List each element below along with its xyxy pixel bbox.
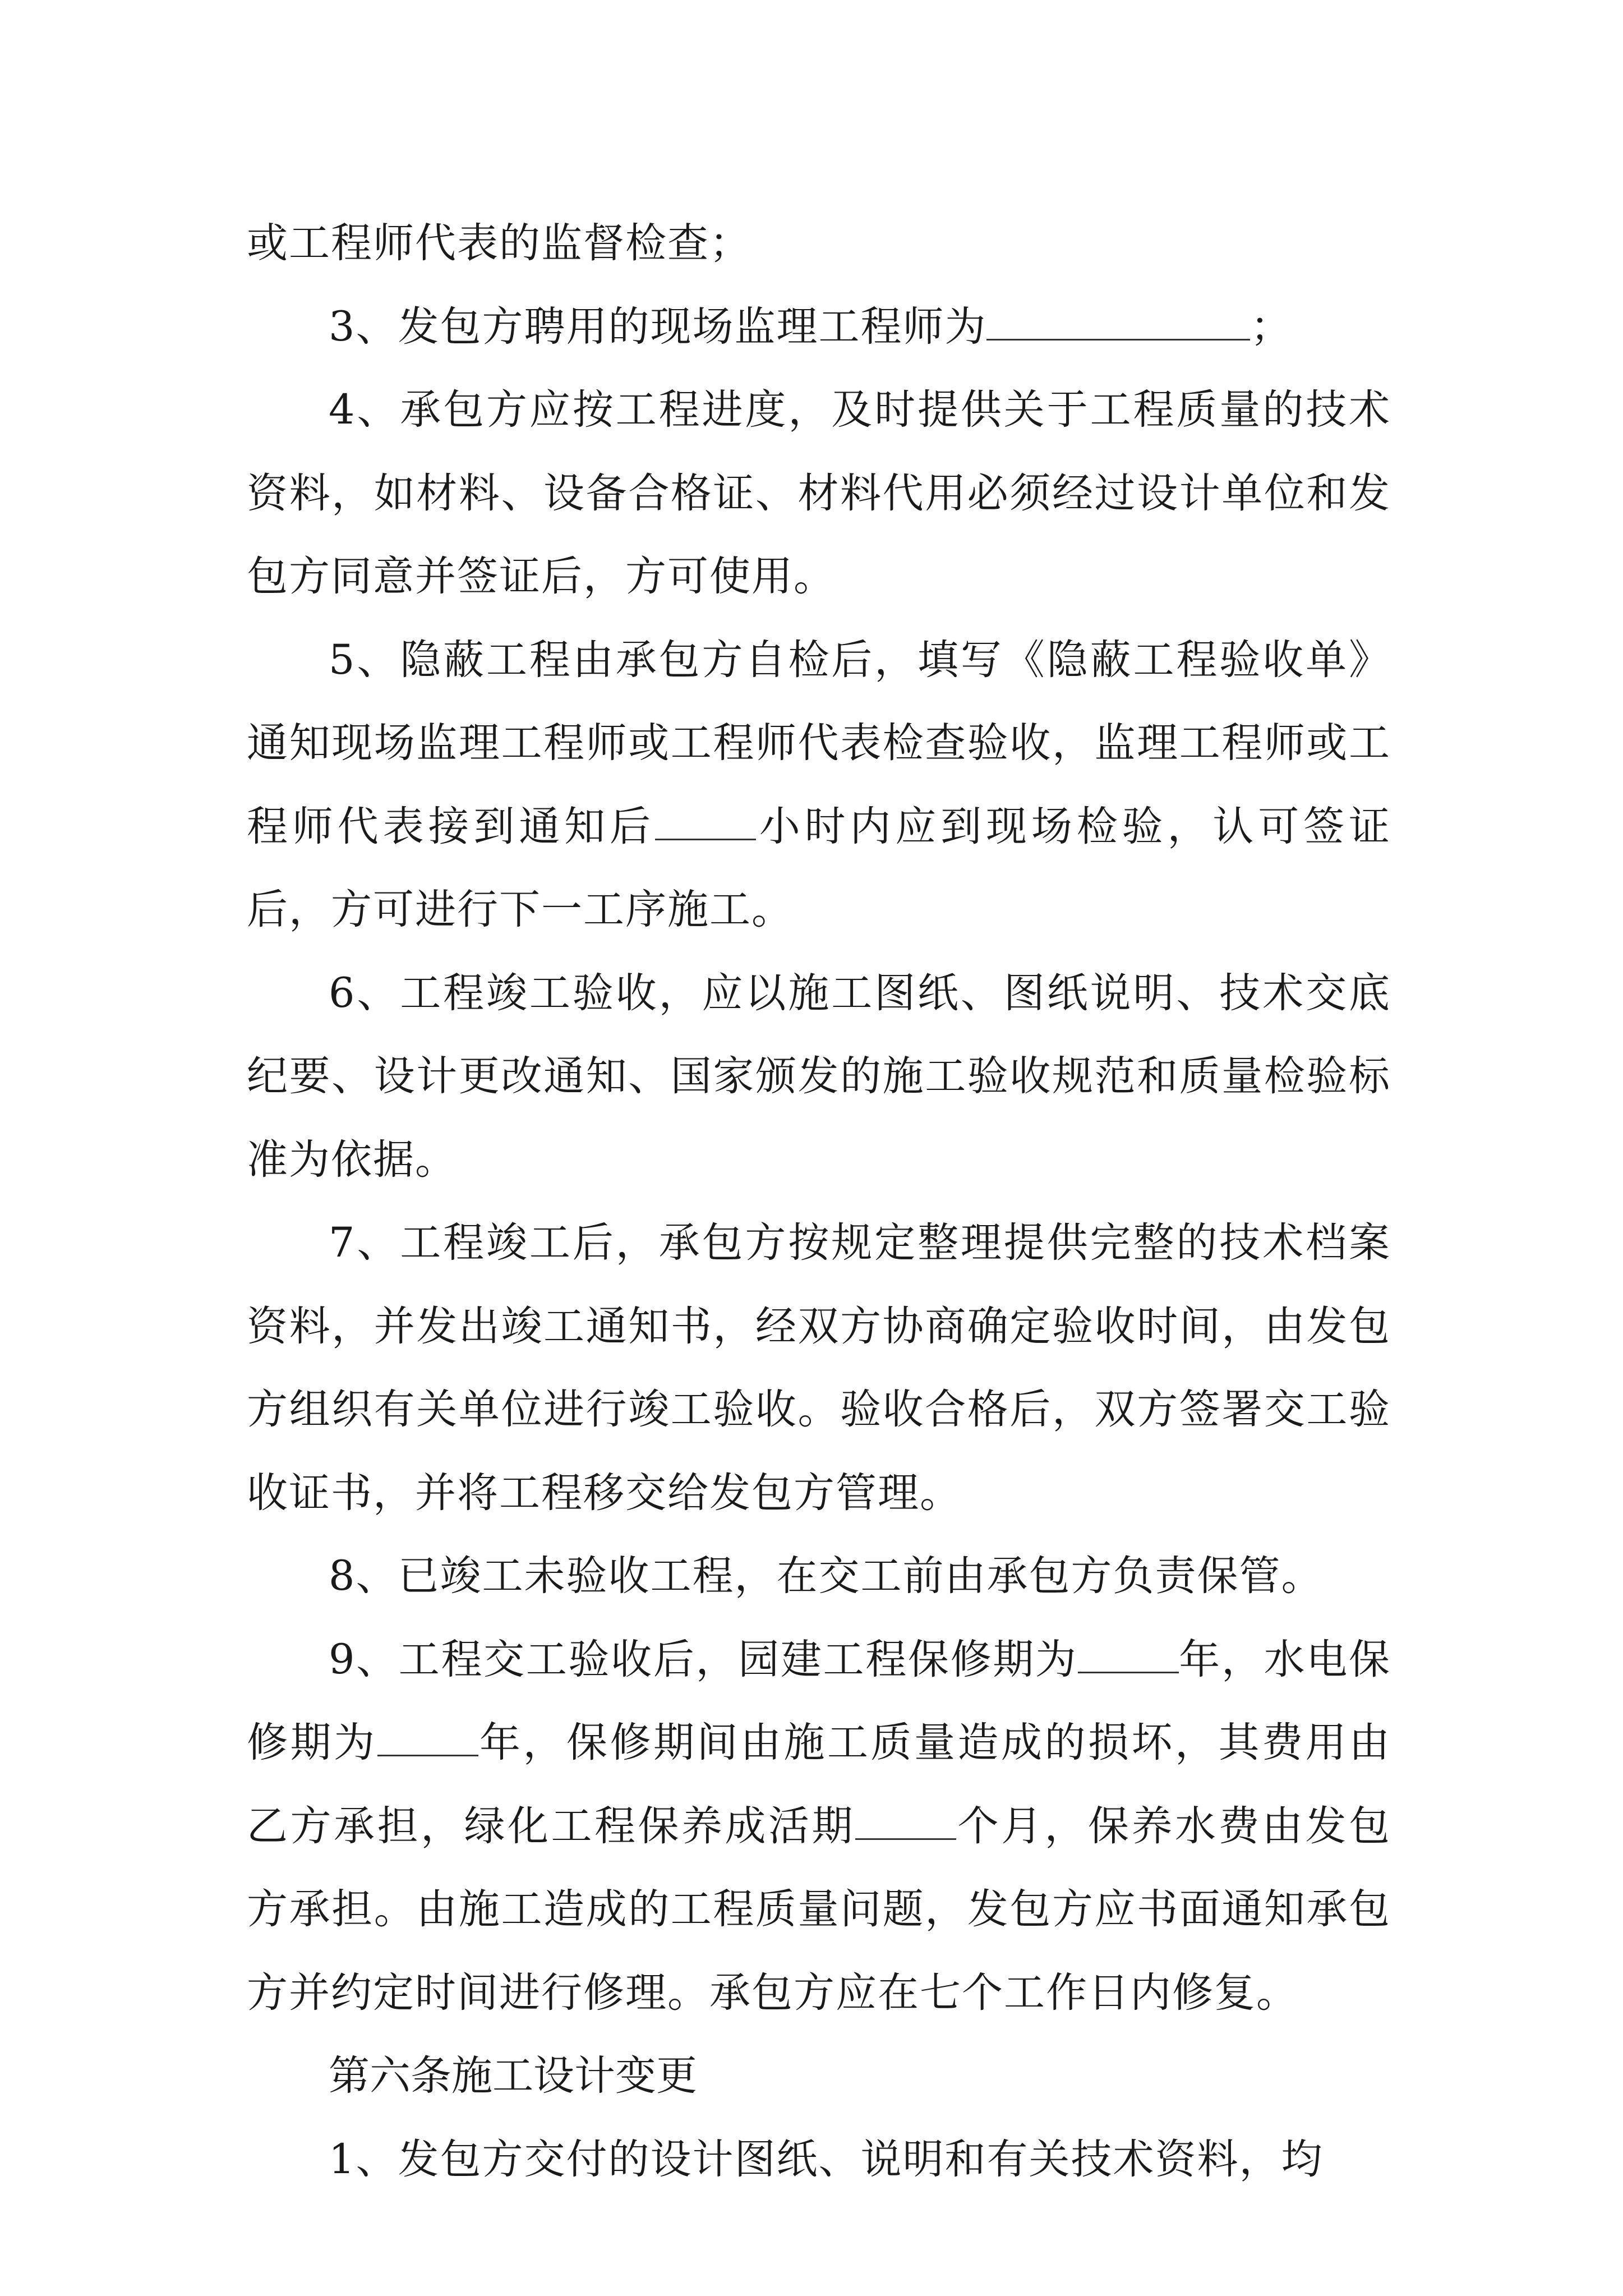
paragraph-continuation: 或工程师代表的监督检查；: [247, 219, 751, 267]
item-9-part1: 9、工程交工验收后，园建工程保修期为: [329, 1635, 1078, 1683]
item-9-part2: 年，水电保修期为: [247, 1635, 1391, 1766]
paragraph-item-3: [247, 286, 1391, 369]
paragraph-article-6-item-1: 1、发包方交付的设计图纸、说明和有关技术资料，均: [329, 2135, 1324, 2183]
item-3-end: ；: [1250, 302, 1293, 351]
document-body: [247, 202, 1391, 2201]
paragraph-item-4: 4、承包方应按工程进度，及时提供关于工程质量的技术资料，如材料、设备合格证、材料代用必须经过设计单位和发包方同意并签证后，方可使用。: [247, 386, 1391, 600]
hours-blank: [655, 805, 756, 840]
supervisor-name-blank: [986, 305, 1250, 341]
paragraph-item-9: [247, 1618, 1391, 2035]
paragraph-item-6: 6、工程竣工验收，应以施工图纸、图纸说明、技术交底纪要、设计更改通知、国家颁发的施工验收规范和质量检验标准为依据。: [247, 969, 1391, 1184]
paragraph-item-7: 7、工程竣工后，承包方按规定整理提供完整的技术档案资料，并发出竣工通知书，经双方协商确定验收时间，由发包方组织有关单位进行竣工验收。验收合格后，双方签署交工验收证书，并将工程移交给发包方管理。: [247, 1219, 1391, 1517]
section-heading-article-6: 第六条施工设计变更: [329, 2052, 697, 2100]
greening-maintenance-months-blank: [855, 1805, 956, 1840]
landscape-warranty-years-blank: [1078, 1638, 1179, 1673]
utility-warranty-years-blank: [377, 1721, 478, 1756]
item-9-part4: 个月，保养水费由发包方承担。由施工造成的工程质量问题，发包方应书面通知承包方并约定时间进行修理。承包方应在七个工作日内修复。: [247, 1802, 1391, 2017]
item-9-part3: 年，保修期间由施工质量造成的损坏，其费用由乙方承担，绿化工程保养成活期: [247, 1719, 1391, 1850]
paragraph-item-8: 8、已竣工未验收工程，在交工前由承包方负责保管。: [329, 1552, 1324, 1600]
item-3-text: 3、发包方聘用的现场监理工程师为: [329, 302, 987, 351]
paragraph-item-5: [247, 619, 1391, 952]
item-5-text-before: 5、隐蔽工程由承包方自检后，填写《隐蔽工程验收单》通知现场监理工程师或工程师代表检查验收，监理工程师或工程师代表接到通知后: [247, 636, 1391, 850]
item-5-text-after: 小时内应到现场检验，认可签证后，方可进行下一工序施工。: [247, 802, 1391, 933]
